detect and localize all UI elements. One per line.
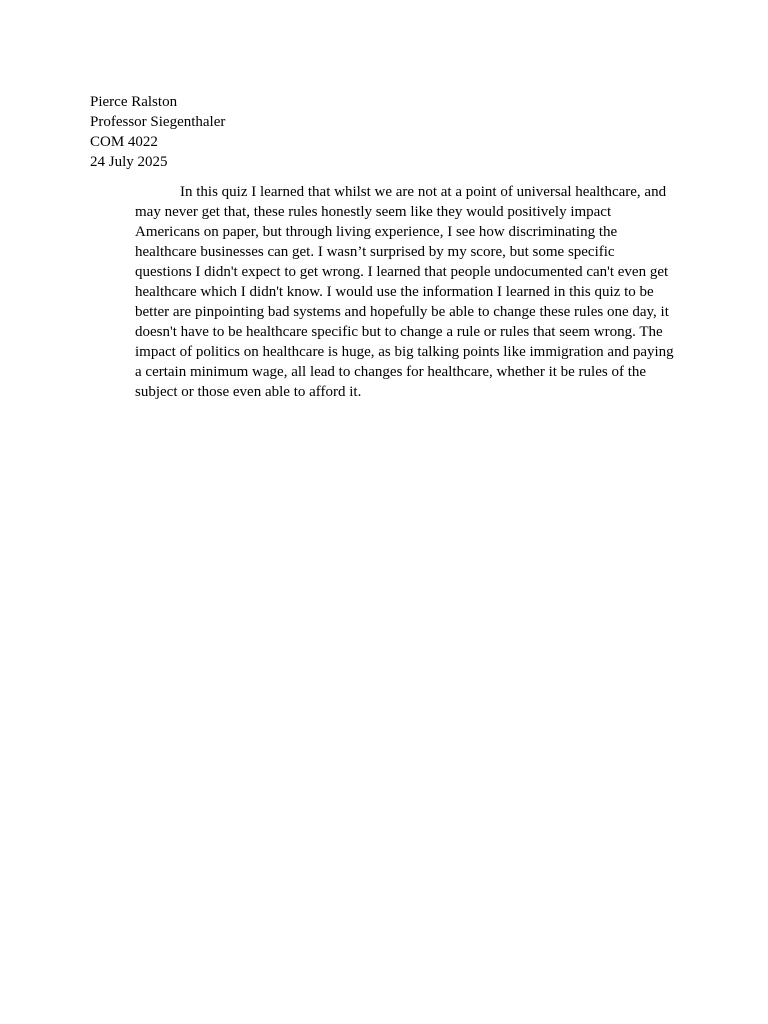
paragraph-line: doesn't have to be healthcare specific but to change a rule or rules that seem wrong. The [135,324,663,340]
document-date: 24 July 2025 [90,154,168,170]
paragraph-line: In this quiz I learned that whilst we are not at a point of universal healthcare, and [180,184,667,200]
paragraph-line: Americans on paper, but through living experience, I see how discriminating the [135,224,618,240]
paragraph-line: healthcare which I didn't know. I would use the information I learned in this quiz to be [135,284,654,300]
course-code: COM 4022 [90,134,158,150]
paragraph-line: subject or those even able to afford it. [135,384,362,400]
paragraph-line: better are pinpointing bad systems and hopefully be able to change these rules one day, it [135,304,669,320]
paragraph-line: impact of politics on healthcare is huge, as big talking points like immigration and paying [135,344,674,360]
paragraph-line: may never get that, these rules honestly seem like they would positively impact [135,204,612,220]
body-paragraph [135,182,685,402]
paragraph-line: a certain minimum wage, all lead to changes for healthcare, whether it be rules of the [135,364,647,380]
header-block [90,92,225,172]
paragraph-line: questions I didn't expect to get wrong. I learned that people undocumented can't even get [135,264,669,280]
student-name: Pierce Ralston [90,94,178,110]
paragraph-line: healthcare businesses can get. I wasn’t surprised by my score, but some specific [135,244,615,260]
instructor-name: Professor Siegenthaler [90,114,226,130]
